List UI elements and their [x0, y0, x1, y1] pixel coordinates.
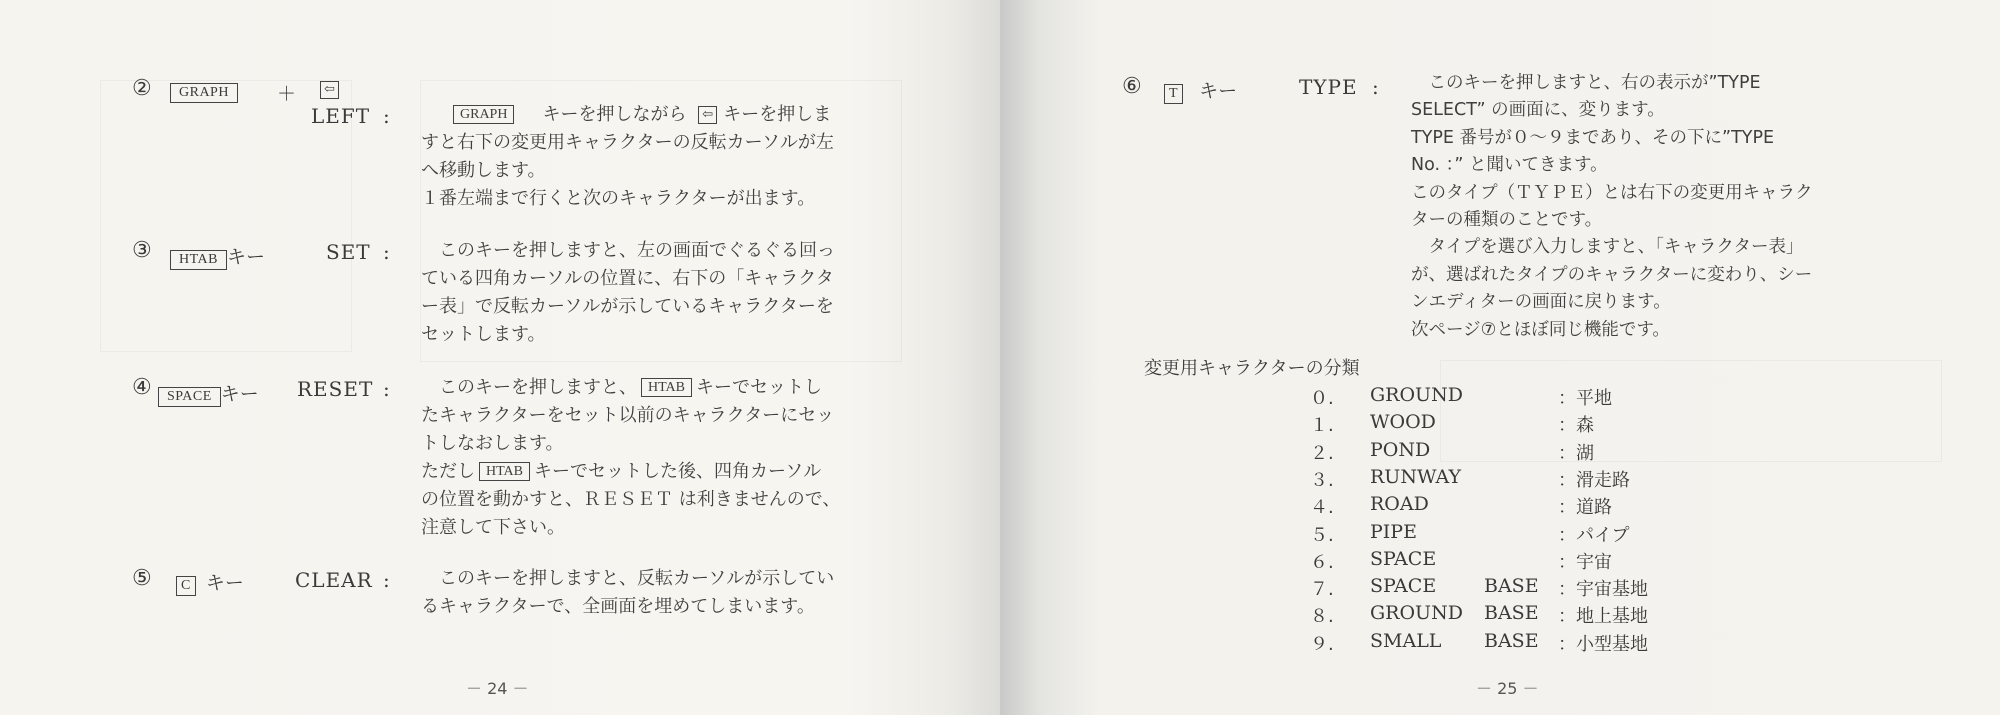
description-line: の位置を動かすと、ＲＥＳＥＴ は利きませんので、	[421, 489, 841, 510]
category-japanese: ：宇宙基地	[1558, 579, 1648, 601]
description-line	[421, 374, 840, 402]
description-text: キーを押しながら	[542, 104, 687, 125]
description-line: ー表」で反転カーソルが示しているキャラクターを	[421, 296, 834, 317]
htab-key	[170, 242, 265, 270]
category-name: ROAD	[1370, 493, 1429, 516]
description-line: １番左端まで行くと次のキャラクターが出ます。	[421, 188, 816, 209]
t-key-label: T	[1164, 84, 1183, 104]
description-line: SELECT” の画面に、変ります。	[1411, 100, 1665, 121]
description-line: トしなおします。	[421, 433, 564, 454]
item6-description	[1411, 70, 1813, 344]
category-number: ８.	[1310, 606, 1334, 628]
category-number: ２.	[1310, 442, 1334, 464]
item5-description	[421, 565, 834, 621]
item2-description	[421, 101, 834, 213]
left-arrow-key	[320, 80, 339, 99]
item-number: ③	[132, 238, 152, 263]
function-label-left: LEFT	[311, 104, 371, 128]
description-line	[421, 458, 840, 486]
item4-description	[421, 374, 840, 542]
category-japanese: ：パイプ	[1558, 524, 1630, 546]
key-suffix: キー	[1199, 80, 1238, 102]
category-name: SPACE	[1370, 547, 1437, 570]
function-label-type: TYPE	[1299, 75, 1358, 99]
category-number: ９.	[1310, 633, 1334, 655]
page-number: － 25 －	[1476, 679, 1539, 698]
category-name: GROUND	[1370, 602, 1463, 625]
c-key-label: C	[176, 576, 196, 596]
colon: :	[383, 104, 391, 128]
description-line: が、選ばれたタイプのキャラクターに変わり、シー	[1411, 264, 1813, 285]
category-name: SPACE	[1370, 575, 1437, 598]
item-number: ④	[132, 375, 152, 400]
colon: :	[383, 568, 391, 592]
show-through-frame	[1440, 360, 1942, 462]
plus-sign: ＋	[277, 83, 297, 105]
graph-key-label: GRAPH	[170, 83, 238, 103]
htab-key-label: HTAB	[170, 250, 227, 270]
key-suffix: キー	[220, 383, 259, 405]
key-suffix: キー	[205, 572, 244, 594]
category-name: SMALL	[1370, 629, 1442, 652]
description-line: ンエディターの画面に戻ります。	[1411, 292, 1671, 313]
description-line	[421, 101, 834, 129]
function-label-set: SET	[326, 240, 371, 264]
left-arrow-icon: ⇦	[320, 81, 339, 99]
category-japanese: ：湖	[1558, 442, 1594, 464]
description-text: キーでセットし	[696, 377, 822, 398]
space-key-label: SPACE	[158, 387, 221, 407]
category-name-suffix: BASE	[1484, 629, 1539, 652]
colon: :	[383, 377, 391, 401]
key-suffix: キー	[227, 246, 266, 268]
description-line: No. ：” と聞いてきます。	[1411, 155, 1608, 176]
description-line: このキーを押しますと、反転カーソルが示してい	[421, 568, 835, 589]
description-line: TYPE 番号が０～９まであり、その下に”TYPE	[1411, 127, 1775, 148]
space-key	[158, 379, 259, 407]
inline-htab-key: HTAB	[479, 462, 530, 481]
inline-graph-key: GRAPH	[453, 105, 514, 124]
category-japanese: ：小型基地	[1558, 633, 1648, 655]
t-key	[1164, 76, 1237, 104]
colon: :	[1372, 75, 1380, 99]
category-name: POND	[1370, 438, 1431, 461]
category-japanese: ：平地	[1558, 388, 1612, 409]
c-key	[176, 568, 244, 596]
category-name: WOOD	[1370, 411, 1436, 434]
category-name-suffix: BASE	[1484, 602, 1539, 625]
description-line: このキーを押しますと、左の画面でぐるぐる回っ	[421, 240, 835, 261]
category-number: ３.	[1310, 469, 1334, 491]
function-label-clear: CLEAR	[295, 568, 373, 592]
item-number: ②	[132, 76, 152, 101]
category-japanese: ：道路	[1558, 497, 1612, 519]
category-name: GROUND	[1370, 384, 1463, 406]
category-number: ６.	[1310, 551, 1334, 573]
description-line: すと右下の変更用キャラクターの反転カーソルが左	[421, 132, 834, 153]
description-line: へ移動します。	[421, 160, 546, 181]
category-number: ５.	[1310, 524, 1334, 546]
inline-htab-key: HTAB	[641, 378, 692, 397]
description-text: キーでセットした後、四角カーソル	[534, 461, 822, 482]
description-line: ターの種類のことです。	[1411, 210, 1603, 231]
category-number: ４.	[1310, 497, 1334, 519]
category-number: １.	[1310, 415, 1334, 437]
item3-description	[421, 237, 835, 349]
description-line: 注意して下さい。	[421, 517, 565, 538]
category-name: PIPE	[1370, 520, 1417, 543]
category-japanese: ：地上基地	[1558, 606, 1648, 628]
description-text: キーを押しま	[723, 104, 832, 125]
right-page	[1000, 0, 2000, 715]
description-line: たキャラクターをセット以前のキャラクターにセッ	[421, 405, 835, 426]
page-number: － 24 －	[466, 679, 529, 698]
description-line: このキーを押しますと、右の表示が”TYPE	[1411, 73, 1761, 93]
left-arrow-icon: ⇦	[698, 106, 717, 124]
category-name-suffix: BASE	[1484, 575, 1539, 598]
item-number: ⑤	[132, 566, 152, 591]
category-name: RUNWAY	[1370, 465, 1462, 488]
category-japanese: ：宇宙	[1558, 551, 1612, 573]
description-line: ている四角カーソルの位置に、右下の「キャラクタ	[421, 268, 834, 289]
category-number: ０.	[1310, 388, 1334, 409]
description-line: るキャラクターで、全画面を埋めてしまいます。	[421, 596, 815, 617]
description-text: このキーを押しますと、	[421, 377, 637, 398]
category-japanese: ：森	[1558, 415, 1594, 437]
description-line: タイプを選び入力しますと、「キャラクター表」	[1411, 237, 1804, 258]
function-label-reset: RESET	[297, 377, 374, 401]
categories-title: 変更用キャラクターの分類	[1144, 358, 1360, 379]
category-number: ７.	[1310, 579, 1334, 601]
colon: :	[383, 240, 391, 264]
graph-key	[170, 81, 238, 103]
category-japanese: ：滑走路	[1558, 469, 1630, 491]
description-line: 次ページ⑦とほぼ同じ機能です。	[1411, 319, 1670, 340]
description-line: このタイプ（ＴＹＰＥ）とは右下の変更用キャラク	[1411, 182, 1813, 203]
description-text: ただし	[421, 461, 475, 482]
description-line: セットします。	[421, 324, 546, 345]
item-number: ⑥	[1122, 74, 1142, 99]
